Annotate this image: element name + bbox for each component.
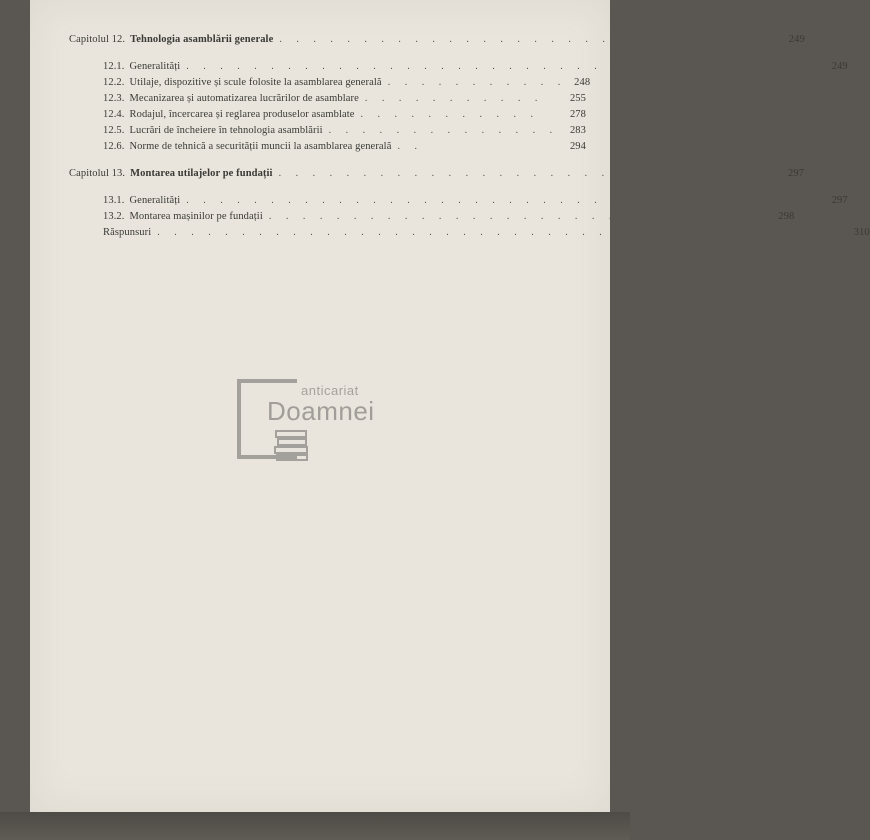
section-number: 13.2. <box>103 211 125 222</box>
chapter-label: Capitolul 12. <box>69 34 126 45</box>
toc-item <box>103 195 848 206</box>
watermark-small-text: anticariat <box>301 383 359 398</box>
toc-item <box>103 77 591 88</box>
section-title: Generalități <box>129 195 181 206</box>
page-number: 248 <box>574 77 591 88</box>
toc-item-answers <box>103 227 870 238</box>
section-number: 13.1. <box>103 195 125 206</box>
chapter-13-entry <box>69 168 805 179</box>
dot-leader: . . . . . . . . . . . <box>360 109 540 120</box>
dot-leader: . . . . . . . . . . . . . . . . . . . . . . . . . . . . . . <box>278 168 781 179</box>
toc-item <box>103 141 586 152</box>
section-title: Norme de tehnică a securității muncii la asamblarea generală <box>129 141 392 152</box>
page-number: 249 <box>788 34 805 45</box>
section-number: 12.6. <box>103 141 125 152</box>
section-number: 12.5. <box>103 125 125 136</box>
page-number: 297 <box>788 168 805 179</box>
page-number: 255 <box>569 93 586 104</box>
dot-leader: . . . . . . . . . . . . . . . . . . . . . . . . . . . . . . <box>268 211 771 222</box>
page-number: 283 <box>569 125 586 136</box>
page-number: 297 <box>831 195 848 206</box>
watermark-logo <box>237 379 437 465</box>
dot-leader: . . . . . . . . . . . <box>364 93 544 104</box>
chapter-label: Capitolul 13. <box>69 168 126 179</box>
dot-leader: . . . . . . . . . . . . . . . . . . . . . . . . . . . . . . . . . . . . . . <box>186 61 824 72</box>
section-number: 12.3. <box>103 93 125 104</box>
dot-leader: . . <box>397 141 423 152</box>
section-title: Lucrări de încheiere în tehnologia asamblării <box>129 125 323 136</box>
books-icon <box>274 429 310 461</box>
dot-leader: . . . . . . . . . . . . . . . . . . . . . . . . . . . . . . <box>279 34 781 45</box>
dot-leader: . . . . . . . . . . . . . . . . . . . . . . . . . . . . . . . . . . . . . . . . . <box>157 227 846 238</box>
toc-item <box>103 125 586 136</box>
toc-item <box>103 109 586 120</box>
dot-leader: . . . . . . . . . . . . . . <box>328 125 559 136</box>
dot-leader: . . . . . . . . . . . <box>387 77 567 88</box>
section-title: Generalități <box>129 61 181 72</box>
section-number: 12.1. <box>103 61 125 72</box>
toc-item <box>103 93 586 104</box>
dot-leader: . . . . . . . . . . . . . . . . . . . . . . . . . . . . . . . . . . . . . . <box>186 195 824 206</box>
section-title: Rodajul, încercarea și reglarea produselor asamblate <box>129 109 355 120</box>
section-title: Mecanizarea și automatizarea lucrărilor de asamblare <box>129 93 359 104</box>
section-number: 12.2. <box>103 77 125 88</box>
section-title: Utilaje, dispozitive și scule folosite la asamblarea generală <box>129 77 382 88</box>
page-number: 278 <box>569 109 586 120</box>
chapter-12-entry <box>69 34 805 45</box>
toc-item <box>103 61 848 72</box>
watermark-brand-text: Doamnei <box>267 396 375 426</box>
page-number: 298 <box>778 211 795 222</box>
page-number: 294 <box>569 141 586 152</box>
answers-title: Răspunsuri <box>103 227 152 238</box>
table-surface <box>0 812 630 840</box>
section-number: 12.4. <box>103 109 125 120</box>
page-number: 249 <box>831 61 848 72</box>
toc-item <box>103 211 795 222</box>
page-number: 310 <box>853 227 870 238</box>
book-page <box>30 0 870 812</box>
chapter-title: Montarea utilajelor pe fundații <box>130 168 273 179</box>
section-title: Montarea mașinilor pe fundații <box>129 211 263 222</box>
chapter-title: Tehnologia asamblării generale <box>130 34 274 45</box>
